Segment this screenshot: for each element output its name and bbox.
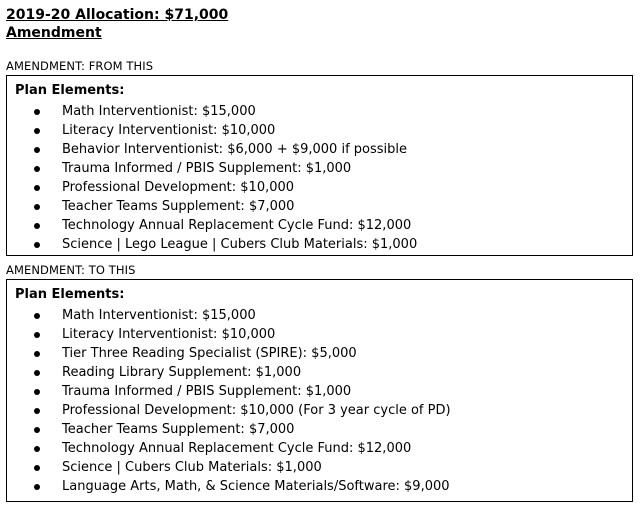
list-item-text: Trauma Informed / PBIS Supplement: $1,000 xyxy=(62,384,352,399)
list-item-text: Teacher Teams Supplement: $7,000 xyxy=(62,422,295,437)
list-item-text: Reading Library Supplement: $1,000 xyxy=(62,365,302,380)
list-item-text: Science | Cubers Club Materials: $1,000 xyxy=(62,460,322,475)
list-item-text: Literacy Interventionist: $10,000 xyxy=(62,327,276,342)
bullet-icon xyxy=(34,166,40,172)
bullet-icon xyxy=(34,313,40,319)
from-section-label: AMENDMENT: FROM THIS xyxy=(6,59,154,73)
bullet-icon xyxy=(34,128,40,134)
list-item-text: Technology Annual Replacement Cycle Fund: $12,000 xyxy=(62,218,412,233)
to-plan-title: Plan Elements: xyxy=(15,287,125,302)
list-item-text: Technology Annual Replacement Cycle Fund: $12,000 xyxy=(62,441,412,456)
bullet-icon xyxy=(34,370,40,376)
list-item-text: Professional Development: $10,000 xyxy=(62,180,295,195)
list-item-text: Science | Lego League | Cubers Club Materials: $1,000 xyxy=(62,237,418,252)
bullet-icon xyxy=(34,351,40,357)
bullet-icon xyxy=(34,446,40,452)
allocation-heading: 2019-20 Allocation: $71,000 xyxy=(6,7,229,23)
from-plan-title: Plan Elements: xyxy=(15,83,125,98)
list-item-text: Math Interventionist: $15,000 xyxy=(62,308,256,323)
bullet-icon xyxy=(34,332,40,338)
to-section-label: AMENDMENT: TO THIS xyxy=(6,263,136,277)
bullet-icon xyxy=(34,109,40,115)
list-item-text: Professional Development: $10,000 (For 3 year cycle of PD) xyxy=(62,403,451,418)
bullet-icon xyxy=(34,408,40,414)
list-item-text: Tier Three Reading Specialist (SPIRE): $5,000 xyxy=(62,346,357,361)
bullet-icon xyxy=(34,204,40,210)
bullet-icon xyxy=(34,484,40,490)
bullet-icon xyxy=(34,242,40,248)
bullet-icon xyxy=(34,185,40,191)
list-item-text: Trauma Informed / PBIS Supplement: $1,000 xyxy=(62,161,352,176)
bullet-icon xyxy=(34,465,40,471)
list-item-text: Math Interventionist: $15,000 xyxy=(62,104,256,119)
amendment-heading: Amendment xyxy=(6,25,102,41)
list-item-text: Literacy Interventionist: $10,000 xyxy=(62,123,276,138)
list-item-text: Teacher Teams Supplement: $7,000 xyxy=(62,199,295,214)
bullet-icon xyxy=(34,223,40,229)
list-item-text: Behavior Interventionist: $6,000 + $9,000 if possible xyxy=(62,142,408,157)
list-item-text: Language Arts, Math, & Science Materials/Software: $9,000 xyxy=(62,479,450,494)
from-plan-box xyxy=(6,75,633,256)
bullet-icon xyxy=(34,147,40,153)
bullet-icon xyxy=(34,389,40,395)
to-plan-box xyxy=(6,279,633,502)
bullet-icon xyxy=(34,427,40,433)
